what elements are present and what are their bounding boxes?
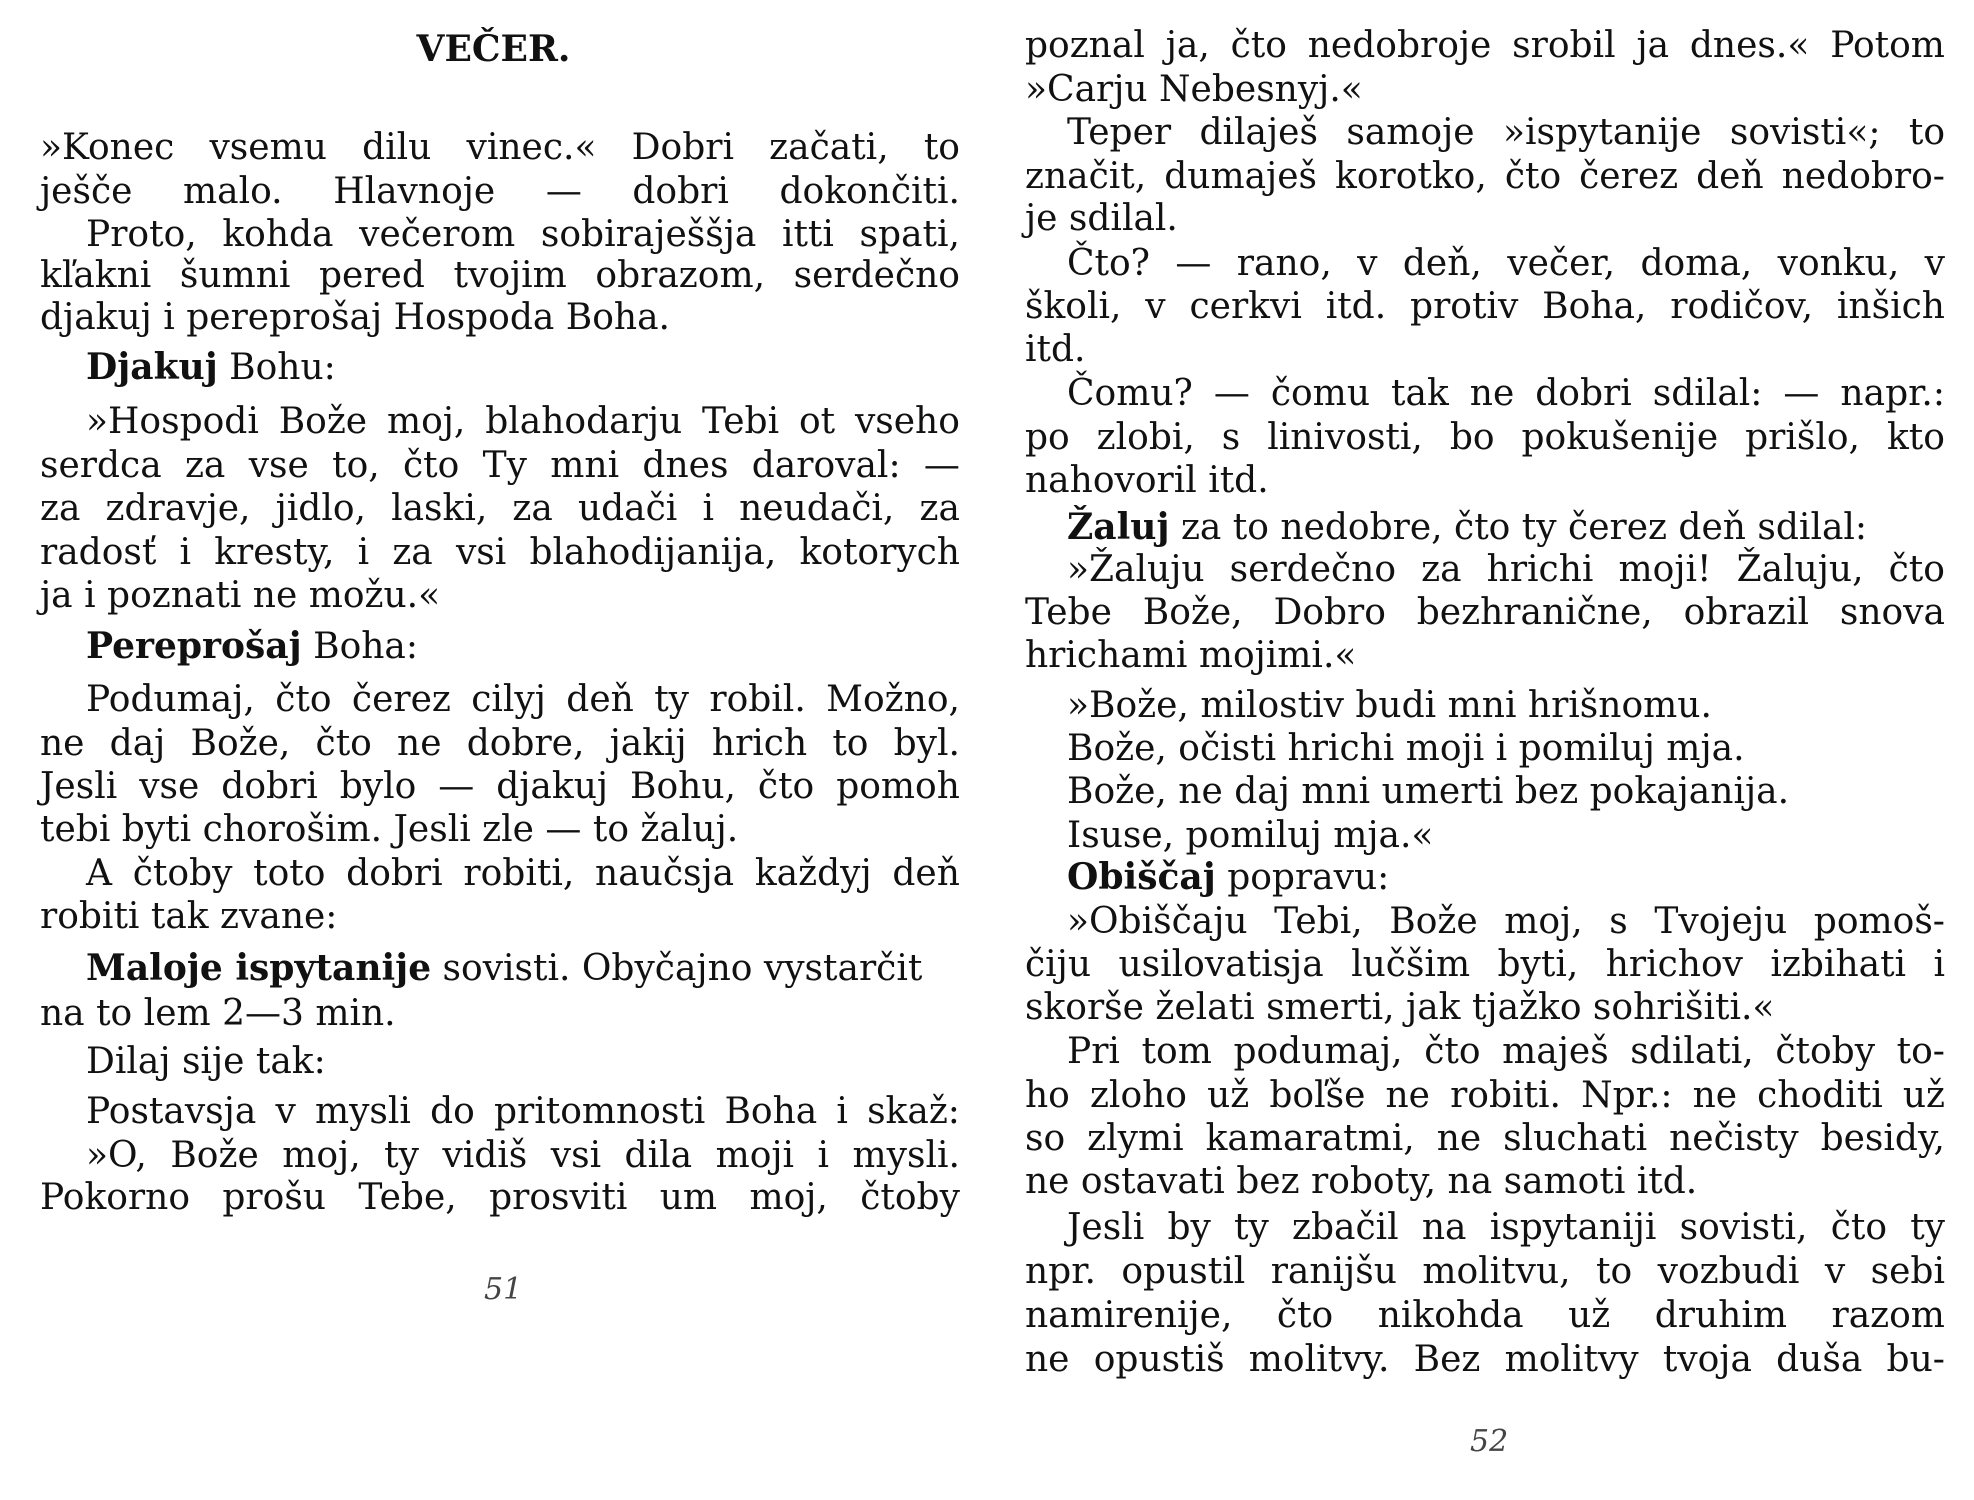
text-line: ja i poznati ne možu.« bbox=[40, 575, 441, 616]
text-line: npr. opustil ranijšu molitvu, to vozbudi v sebi bbox=[1025, 1251, 1945, 1292]
text-line: »Konec vsemu dilu vinec.« Dobri začati, to bbox=[40, 127, 960, 168]
text-line: ne daj Bože, čto ne dobre, jakij hrich to byl. bbox=[40, 723, 960, 764]
text-line: hrichami mojimi.« bbox=[1025, 635, 1357, 676]
text-line bbox=[1067, 855, 1945, 900]
text-line: poznal ja, čto nedobroje srobil ja dnes.« Potom bbox=[1025, 25, 1945, 66]
text-fragment: Boha: bbox=[313, 626, 419, 667]
text-line: A čtoby toto dobri robiti, naučsja každyj deň bbox=[86, 853, 960, 894]
text-line: kľakni šumni pered tvojim obrazom, serdečno bbox=[40, 255, 960, 296]
text-line: ne ostavati bez roboty, na samoti itd. bbox=[1025, 1161, 1698, 1202]
text-line: Podumaj, čto čerez cilyj deň ty robil. Možno, bbox=[86, 679, 960, 720]
bold-term: Žaluj bbox=[1067, 506, 1170, 548]
text-line: djakuj i pereprošaj Hospoda Boha. bbox=[40, 297, 670, 338]
text-line: Jesli vse dobri bylo — djakuj Bohu, čto pomoh bbox=[40, 766, 960, 807]
text-line: Dilaj sije tak: bbox=[86, 1041, 326, 1082]
text-line: značit, dumaješ korotko, čto čerez deň nedobro- bbox=[1025, 156, 1945, 197]
text-line: »Hospodi Bože moj, blahodarju Tebi ot vseho bbox=[86, 401, 960, 442]
text-line: so zlymi kamaratmi, ne sluchati nečisty besidy, bbox=[1025, 1118, 1945, 1159]
bold-term: Pereprošaj bbox=[86, 625, 302, 667]
text-line: »O, Bože moj, ty vidiš vsi dila moji i mysli. bbox=[86, 1135, 960, 1176]
text-line: na to lem 2—3 min. bbox=[40, 993, 396, 1034]
text-line: skorše želati smerti, jak tjažko sohrišiti.« bbox=[1025, 987, 1775, 1028]
text-line: Tebe Bože, Dobro bezhranične, obrazil snova bbox=[1025, 592, 1945, 633]
text-line: za zdravje, jidlo, laski, za udači i neudači, za bbox=[40, 488, 960, 529]
text-line bbox=[86, 946, 960, 991]
text-line: »Bože, milostiv budi mni hrišnomu. bbox=[1067, 685, 1712, 726]
text-line bbox=[1067, 505, 1945, 550]
text-line: Čomu? — čomu tak ne dobri sdilal: — napr.: bbox=[1067, 373, 1945, 414]
text-line: Pri tom podumaj, čto maješ sdilati, čtoby to- bbox=[1067, 1031, 1945, 1072]
text-line: ješče malo. Hlavnoje — dobri dokončiti. bbox=[40, 171, 960, 212]
text-fragment: popravu: bbox=[1227, 857, 1390, 898]
text-line bbox=[86, 624, 960, 669]
text-fragment: Bohu: bbox=[229, 347, 336, 388]
text-line: tebi byti chorošim. Jesli zle — to žaluj. bbox=[40, 809, 739, 850]
text-line: serdca za vse to, čto Ty mni dnes daroval: — bbox=[40, 445, 960, 486]
text-line: Teper dilaješ samoje »ispytanije sovisti«; to bbox=[1067, 112, 1945, 153]
page-title: VEČER. bbox=[416, 28, 571, 70]
text-line: robiti tak zvane: bbox=[40, 896, 338, 937]
text-line: »Obiščaju Tebi, Bože moj, s Tvojeju pomoš- bbox=[1067, 901, 1945, 942]
text-line: Čto? — rano, v deň, večer, doma, vonku, v bbox=[1067, 243, 1945, 284]
text-line: Bože, ne daj mni umerti bez pokajanija. bbox=[1067, 771, 1790, 812]
text-line: čiju usilovatisja lučšim byti, hrichov izbihati i bbox=[1025, 944, 1945, 985]
text-line: je sdilal. bbox=[1025, 198, 1178, 239]
text-line: po zlobi, s linivosti, bo pokušenije prišlo, kto bbox=[1025, 417, 1945, 458]
text-line bbox=[86, 345, 960, 390]
text-line: Bože, očisti hrichi moji i pomiluj mja. bbox=[1067, 728, 1745, 769]
page-number: 51 bbox=[484, 1272, 523, 1307]
page-number: 52 bbox=[1470, 1424, 1509, 1459]
text-line: ne opustiš molitvy. Bez molitvy tvoja duša bu- bbox=[1025, 1339, 1945, 1380]
text-line: »Carju Nebesnyj.« bbox=[1025, 69, 1363, 110]
text-fragment: sovisti. Obyčajno vystarčit bbox=[442, 948, 923, 989]
text-line: ho zloho už boľše ne robiti. Npr.: ne choditi už bbox=[1025, 1075, 1945, 1116]
text-fragment: za to nedobre, čto ty čerez deň sdilal: bbox=[1180, 507, 1868, 548]
text-line: namirenije, čto nikohda už druhim razom bbox=[1025, 1295, 1945, 1336]
text-line: Pokorno prošu Tebe, prosviti um moj, čtoby bbox=[40, 1177, 960, 1218]
bold-term: Maloje ispytanije bbox=[86, 947, 432, 989]
text-line: Postavsja v mysli do pritomnosti Boha i skaž: bbox=[86, 1091, 960, 1132]
bold-term: Obiščaj bbox=[1067, 856, 1216, 898]
text-line: školi, v cerkvi itd. protiv Boha, rodičov, inšich bbox=[1025, 286, 1945, 327]
bold-term: Djakuj bbox=[86, 346, 218, 388]
text-line: Jesli by ty zbačil na ispytaniji sovisti, čto ty bbox=[1067, 1207, 1945, 1248]
text-line: nahovoril itd. bbox=[1025, 460, 1269, 501]
text-line: radosť i kresty, i za vsi blahodijanija, kotorych bbox=[40, 532, 960, 573]
text-line: Isuse, pomiluj mja.« bbox=[1067, 815, 1434, 856]
text-line: itd. bbox=[1025, 329, 1086, 370]
right-page bbox=[987, 0, 1974, 1500]
text-line: Proto, kohda večerom sobiraješšja itti spati, bbox=[86, 214, 960, 255]
text-line: »Žaluju serdečno za hrichi moji! Žaluju, čto bbox=[1067, 549, 1945, 590]
